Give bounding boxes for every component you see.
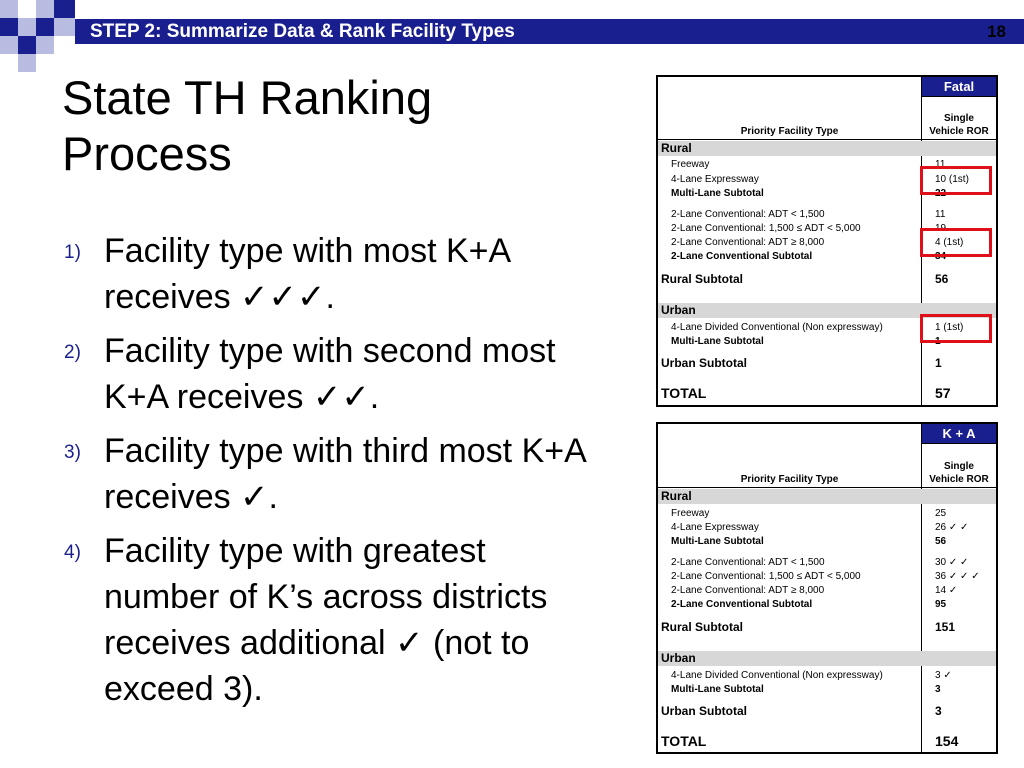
deco-square [18,54,36,72]
row-label: TOTAL [661,385,707,401]
deco-square [36,0,54,18]
list-text: Facility type with greatest number of K’s across districts receives additional ✓ (not to exceed 3). [104,532,548,708]
row-value: 57 [935,385,951,401]
divider [922,443,996,444]
table-row [658,273,996,289]
list-item [60,428,600,520]
deco-square [0,36,18,54]
sv-line1: Single [943,461,974,472]
row-label: 4-Lane Divided Conventional (Non expressway) [671,322,883,333]
slide-title-line1: State TH Ranking [62,71,433,124]
list-text: Facility type with most K+A receives ✓✓✓. [104,232,510,316]
row-label: Urban Subtotal [661,704,747,718]
row-label: TOTAL [661,733,707,749]
row-value: 154 [935,733,959,749]
table-row [658,208,996,221]
sv-line2: Vehicle ROR [929,126,989,137]
row-label: 4-Lane Expressway [671,522,759,533]
list-item [60,328,600,420]
fatal-header: Fatal [922,77,996,96]
table-row [658,584,996,597]
row-value: 4 (1st) [935,237,964,248]
row-value: 11 [935,159,946,170]
list-text: Facility type with second most K+A receives ✓✓. [104,332,556,416]
sv-line1: Single [943,113,974,124]
deco-square [54,0,75,18]
row-value: 3 [935,684,941,695]
deco-square [18,36,36,54]
urban-band: Urban [658,303,996,318]
row-value: 11 [935,209,946,220]
row-label: 2-Lane Conventional: ADT ≥ 8,000 [671,237,825,248]
highlight-box [920,228,992,257]
divider [922,96,996,97]
ka-header: K + A [922,424,996,443]
row-value: 1 [935,336,941,347]
row-label: 2-Lane Conventional: ADT < 1,500 [671,209,825,220]
deco-square [0,0,18,18]
table-row [658,683,996,696]
row-value: 151 [935,620,956,634]
row-label: 2-Lane Conventional: ADT < 1,500 [671,557,825,568]
row-value: 56 [935,536,947,547]
row-label: Multi-Lane Subtotal [671,188,764,199]
table-row [658,556,996,569]
row-value: 1 [935,356,942,370]
list-number: 2) [64,342,81,363]
urban-band: Urban [658,651,996,666]
row-value: 19 [935,223,947,234]
row-label: Multi-Lane Subtotal [671,536,764,547]
priority-facility-type-label: Priority Facility Type [740,126,839,137]
table-row [658,669,996,682]
row-value: 3 ✓ [935,670,952,681]
list-item [60,528,600,712]
highlight-box [920,166,992,195]
row-value: 14 ✓ [935,585,958,596]
row-label: 4-Lane Expressway [671,174,759,185]
table-row [658,735,996,753]
divider [658,487,996,488]
row-value: 3 [935,704,942,718]
row-label: 2-Lane Conventional Subtotal [671,599,813,610]
list-text: Facility type with third most K+A receives ✓. [104,432,585,516]
bullet-list [60,228,600,720]
deco-square [54,18,75,36]
deco-square [18,18,36,36]
table-row [658,598,996,611]
row-label: Multi-Lane Subtotal [671,684,764,695]
row-value: 10 (1st) [935,174,969,185]
row-value: 56 [935,272,949,286]
deco-square [18,0,36,18]
row-label: 2-Lane Conventional Subtotal [671,251,813,262]
row-value: 34 [935,251,947,262]
row-value: 1 (1st) [935,322,964,333]
slide-title-line2: Process [62,127,232,180]
single-vehicle-label [922,112,996,138]
table-row [658,570,996,583]
table-row [658,357,996,373]
row-label: Freeway [671,508,710,519]
row-label: Multi-Lane Subtotal [671,336,764,347]
deco-square [36,18,54,36]
ka-table [656,422,998,754]
deco-square [36,36,54,54]
rural-band: Rural [658,141,996,156]
table-row [658,387,996,405]
row-label: Rural Subtotal [661,620,744,634]
highlight-box [920,314,992,343]
slide-title [62,70,582,182]
row-label: 2-Lane Conventional: 1,500 ≤ ADT < 5,000 [671,223,861,234]
row-value: 26 ✓ ✓ [935,522,969,533]
row-value: 95 [935,599,947,610]
row-label: Freeway [671,159,710,170]
list-number: 4) [64,542,81,563]
row-value: 36 ✓ ✓ ✓ [935,571,980,582]
table-row [658,535,996,548]
row-label: Rural Subtotal [661,272,744,286]
list-number: 1) [64,242,81,263]
sv-line2: Vehicle ROR [929,474,989,485]
divider [658,139,996,140]
row-value: 22 [935,188,947,199]
rural-band: Rural [658,489,996,504]
header-title: STEP 2: Summarize Data & Rank Facility Types [90,21,515,42]
row-label: Urban Subtotal [661,356,747,370]
priority-facility-type-label: Priority Facility Type [740,474,839,485]
list-item [60,228,600,320]
table-row [658,521,996,534]
deco-square [0,18,18,36]
row-value: 25 [935,508,947,519]
table-row [658,507,996,520]
page-number: 18 [987,22,1006,41]
single-vehicle-label [922,460,996,486]
row-label: 4-Lane Divided Conventional (Non expressway) [671,670,883,681]
row-label: 2-Lane Conventional: ADT ≥ 8,000 [671,585,825,596]
row-value: 30 ✓ ✓ [935,557,969,568]
table-row [658,621,996,637]
row-label: 2-Lane Conventional: 1,500 ≤ ADT < 5,000 [671,571,861,582]
list-number: 3) [64,442,81,463]
table-row [658,705,996,721]
